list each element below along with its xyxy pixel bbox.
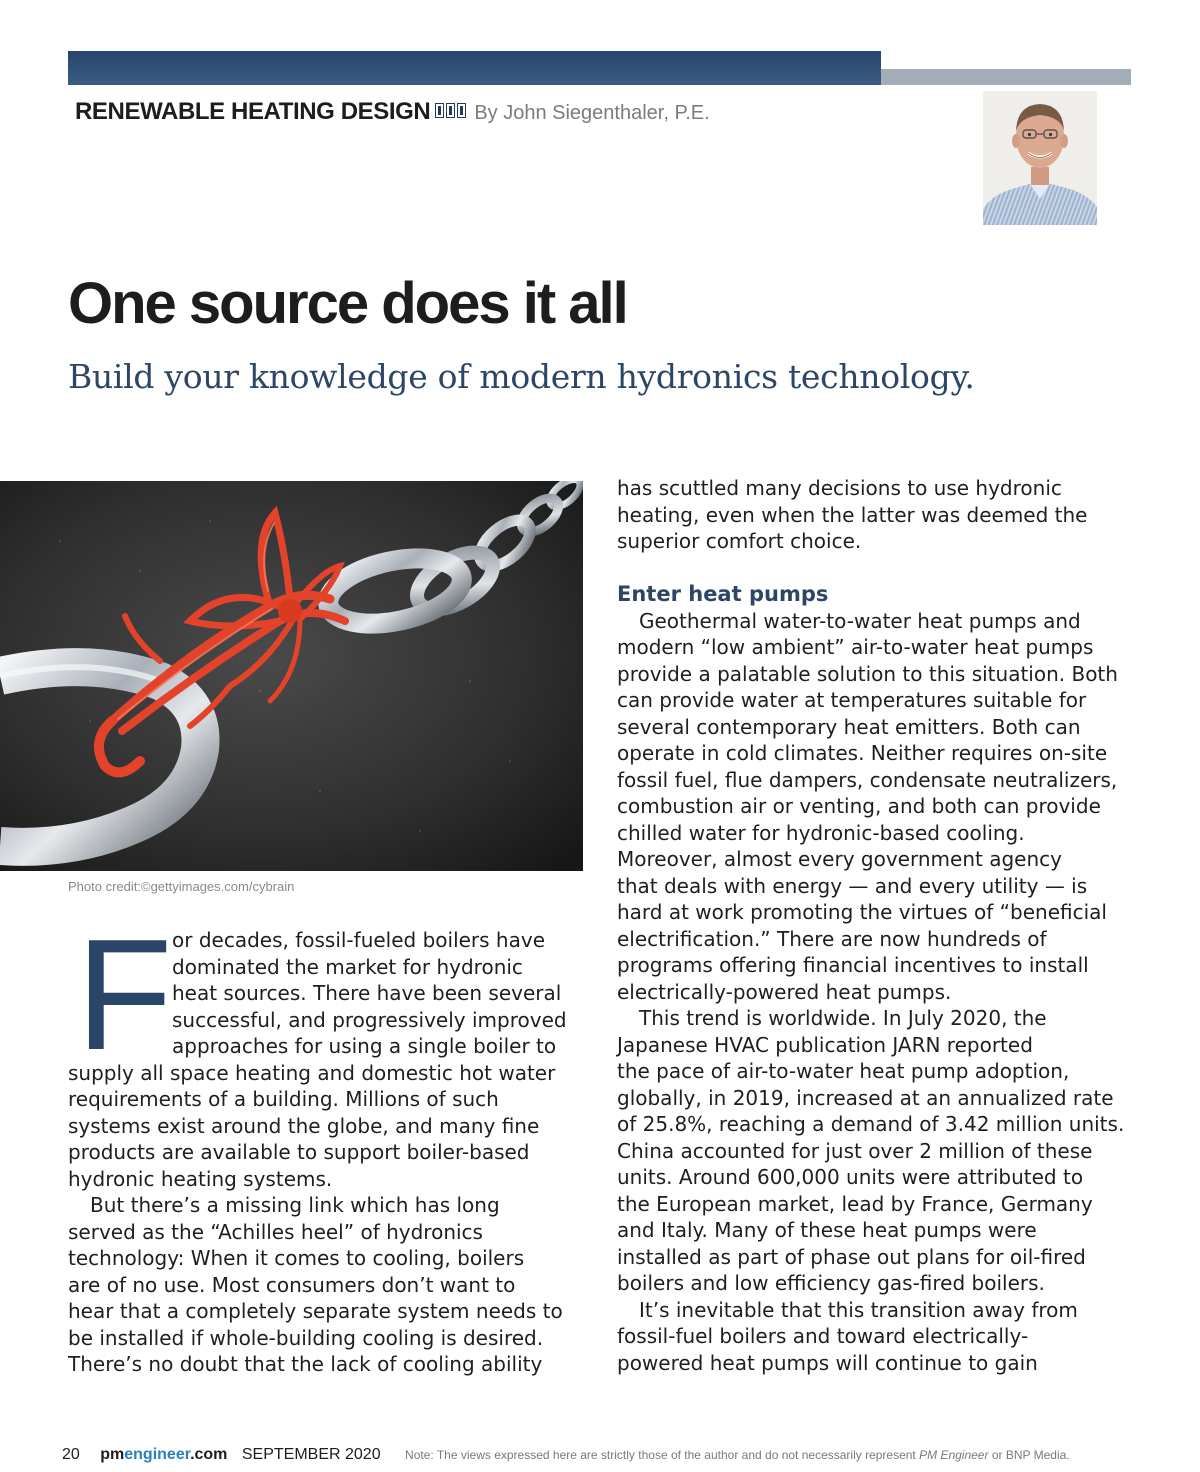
paragraph-line: that deals with energy — and every utility — is: [617, 873, 1088, 898]
paragraph-line: modern “low ambient” air-to-water heat pumps: [617, 635, 1094, 659]
issue-date: SEPTEMBER 2020: [241, 1446, 381, 1463]
paragraph-line: technology: When it comes to cooling, boilers: [68, 1246, 525, 1270]
paragraph-line: supply all space heating and domestic hot water: [68, 1060, 556, 1085]
paragraph-line: combustion air or venting, and both can provide: [617, 794, 1101, 818]
paragraph-line: globally, in 2019, increased at an annualized rate: [617, 1085, 1114, 1110]
paragraph-line: provide a palatable solution to this situation. Both: [617, 661, 1118, 686]
paragraph-line: superior comfort choice.: [617, 529, 862, 553]
note-publication: PM Engineer: [919, 1448, 989, 1462]
header-bar-accent: [881, 69, 1131, 85]
paragraph-line: of 25.8%, reaching a demand of 3.42 million units.: [617, 1112, 1125, 1136]
paragraph-line: heat sources. There have been several: [172, 981, 562, 1005]
paragraph-line: boilers and low efficiency gas-fired boilers.: [617, 1271, 1045, 1295]
paragraph-line: heating, even when the latter was deemed the: [617, 502, 1088, 527]
article-headline: One source does it all: [68, 271, 627, 336]
department-header: [75, 97, 710, 126]
site-engineer: engineer: [124, 1446, 191, 1463]
paragraph-line: operate in cold climates. Neither requires on-site: [617, 741, 1108, 765]
site-link[interactable]: [100, 1446, 227, 1463]
paragraph-line: installed as part of phase out plans for oil-fired: [617, 1244, 1086, 1269]
note-suffix: BNP Media.: [1005, 1448, 1070, 1462]
author-portrait-icon: [983, 91, 1097, 225]
paragraph-line: products are available to support boiler-based: [68, 1140, 530, 1164]
byline: By John Siegenthaler, P.E.: [474, 102, 710, 124]
paragraph-line: Japanese HVAC publication JARN reported: [617, 1032, 1033, 1057]
paragraph-line: units. Around 600,000 units were attributed to: [617, 1165, 1084, 1189]
left-column: [68, 927, 583, 1378]
author-portrait: [983, 91, 1097, 225]
page-footer: [62, 1446, 1070, 1464]
paragraph-line: requirements of a building. Millions of such: [68, 1087, 499, 1111]
paragraph-line: chilled water for hydronic-based cooling.: [617, 820, 1025, 845]
paragraph-line: several contemporary heat emitters. Both can: [617, 714, 1081, 739]
disclaimer-note: [405, 1448, 1070, 1462]
drop-cap: F: [76, 907, 173, 1083]
paragraph-line: are of no use. Most consumers don’t want to: [68, 1272, 516, 1297]
right-column: [617, 475, 1132, 1376]
site-com: .com: [190, 1446, 228, 1463]
department-title: RENEWABLE HEATING DESIGN: [75, 98, 431, 125]
paragraph-line: hear that a completely separate system needs to: [68, 1299, 563, 1323]
paragraph-line: the pace of air-to-water heat pump adoption,: [617, 1059, 1070, 1083]
paragraph-line: This trend is worldwide. In July 2020, the: [639, 1006, 1047, 1030]
header-bar: [68, 51, 881, 85]
page-number: 20: [62, 1446, 80, 1463]
chain-rope-photo-icon: [0, 481, 583, 871]
paragraph-line: Moreover, almost every government agency: [617, 847, 1062, 871]
paragraph-line: electrification.” There are now hundreds of: [617, 926, 1047, 951]
paragraph-line: be installed if whole-building cooling is desired.: [68, 1325, 544, 1350]
note-prefix: Note: The views expressed here are strictly those of the author and do not necessarily represent: [405, 1448, 920, 1462]
paragraph-line: hard at work promoting the virtues of “beneficial: [617, 900, 1107, 924]
paragraph-line: systems exist around the globe, and many fine: [68, 1113, 540, 1138]
paragraph-line: has scuttled many decisions to use hydronic: [617, 476, 1062, 500]
paragraph-line: There’s no doubt that the lack of cooling ability: [68, 1352, 543, 1376]
department-separator-icon: [435, 97, 468, 125]
paragraph-line: served as the “Achilles heel” of hydronics: [68, 1219, 483, 1244]
paragraph-line: or decades, fossil-fueled boilers have: [172, 928, 546, 952]
paragraph-line: It’s inevitable that this transition away from: [639, 1297, 1078, 1322]
paragraph-line: electrically-powered heat pumps.: [617, 979, 952, 1004]
site-pm: pm: [100, 1446, 125, 1463]
paragraph-line: the European market, lead by France, Germany: [617, 1191, 1093, 1216]
paragraph-line: powered heat pumps will continue to gain: [617, 1350, 1038, 1375]
paragraph-line: fossil fuel, flue dampers, condensate neutralizers,: [617, 767, 1118, 792]
paragraph-line: successful, and progressively improved: [172, 1007, 567, 1032]
paragraph-line: China accounted for just over 2 million of these: [617, 1138, 1093, 1163]
paragraph-line: dominated the market for hydronic: [172, 954, 523, 979]
note-mid: or: [988, 1448, 1006, 1462]
hero-photo: [0, 481, 583, 871]
paragraph-line: Geothermal water-to-water heat pumps and: [639, 608, 1081, 633]
paragraph-line: hydronic heating systems.: [68, 1166, 333, 1191]
section-heading: Enter heat pumps: [617, 582, 829, 606]
paragraph-line: approaches for using a single boiler to: [172, 1034, 557, 1058]
article-subhead: Build your knowledge of modern hydronics technology.: [68, 357, 975, 396]
paragraph-line: can provide water at temperatures suitable for: [617, 688, 1087, 712]
paragraph-line: fossil-fuel boilers and toward electrically-: [617, 1324, 1029, 1348]
paragraph-line: But there’s a missing link which has long: [90, 1193, 500, 1217]
paragraph-line: programs offering financial incentives to install: [617, 953, 1089, 977]
paragraph-line: and Italy. Many of these heat pumps were: [617, 1218, 1037, 1242]
photo-credit: Photo credit:©gettyimages.com/cybrain: [68, 879, 295, 894]
